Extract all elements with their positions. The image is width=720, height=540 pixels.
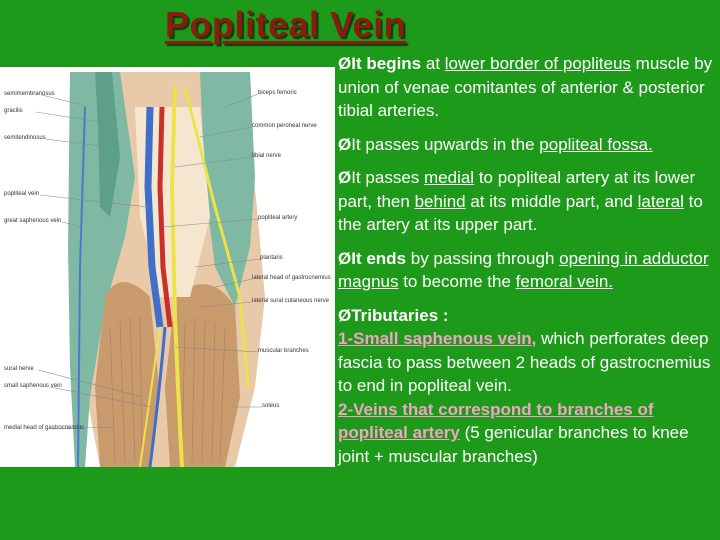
tributaries-heading: Tributaries : (351, 305, 449, 325)
bullet-text: by passing through (406, 248, 560, 268)
label-sural-nerve: sural nerve (4, 366, 34, 372)
bullet-text: It passes upwards in the (351, 134, 540, 154)
bullet-tributaries (338, 304, 718, 469)
bullet-underlined: lower border of popliteus (444, 54, 631, 73)
bullet-ends-lead: It ends (351, 248, 407, 268)
tributary-2-label: 2-Veins that correspond to branches of popliteal artery (338, 399, 654, 442)
anatomy-drawing (0, 67, 335, 467)
bullet-arrow-icon: Ø (338, 134, 352, 154)
label-semitendinosus: semitendinosus (4, 135, 46, 141)
label-small-saphenous-vein: small saphenous vein (4, 383, 62, 389)
bullet-underlined: medial (424, 168, 475, 187)
label-great-saphenous-vein: great saphenous vein (4, 218, 62, 224)
label-biceps-femoris: biceps femoris (258, 90, 297, 96)
label-semimembranosus: semimembranosus (4, 91, 55, 97)
label-common-peroneal-nerve: common peroneal nerve (252, 123, 317, 129)
medial-head-gastrocnemius (95, 282, 160, 467)
bullet-arrow-icon: Ø (338, 168, 352, 187)
bullet-begins (338, 52, 718, 123)
bullet-text: to the artery at its upper part. (338, 191, 703, 234)
bullet-underlined: lateral (637, 191, 684, 211)
bullet-text: to become the (398, 272, 516, 291)
bullet-text: to popliteal artery at its lower part, then (338, 168, 696, 211)
bullet-text: It passes (351, 168, 424, 187)
bullet-underlined: behind (414, 191, 466, 211)
bullet-relation-to-artery (338, 166, 718, 237)
label-lateral-head-gastrocnemius-upper: lateral head of gastrocnemius (252, 275, 331, 281)
label-lateral-sural-cutaneous-nerve: lateral sural cutaneous nerve (252, 298, 330, 304)
bullet-begins-lead: It begins (351, 54, 422, 73)
label-soleus: soleus (262, 403, 280, 409)
bullet-underlined: opening in adductor magnus (338, 248, 709, 291)
label-medial-head-gastrocnemius: medial head of gastrocnemius (4, 425, 85, 431)
bullet-text: muscle by union of venae comitantes of anterior & posterior tibial arteries. (338, 54, 713, 120)
bullet-ends (338, 247, 718, 294)
slide-title: Popliteal Vein (165, 4, 407, 45)
label-tibial-nerve: tibial nerve (252, 153, 282, 159)
bullet-passes-upwards (338, 133, 718, 157)
bullet-underlined: popliteal fossa. (539, 134, 653, 154)
tributary-1-text: which perforates deep fascia to pass between 2 heads of gastrocnemius to end in popliteal vein. (338, 329, 711, 395)
label-gracilis: gracilis (4, 108, 23, 114)
bullet-list (338, 52, 718, 478)
bullet-text: at (421, 54, 445, 73)
label-plantaris: plantaris (260, 255, 283, 261)
bullet-arrow-icon: Ø (338, 305, 352, 325)
tributary-2-text: (5 genicular branches to knee joint + muscular branches) (338, 423, 689, 466)
popliteal-fossa-illustration (0, 67, 335, 467)
label-popliteal-vein: popliteal vein (4, 191, 40, 197)
bullet-text: at its middle part, and (465, 191, 638, 211)
label-muscular-branches: muscular branches (258, 348, 309, 354)
bullet-arrow-icon: Ø (338, 248, 352, 268)
tributary-1-label: 1-Small saphenous vein, (338, 329, 537, 348)
label-popliteal-artery: popliteal artery (258, 215, 298, 221)
bullet-underlined: femoral vein. (515, 272, 613, 291)
bullet-arrow-icon: Ø (338, 54, 352, 73)
